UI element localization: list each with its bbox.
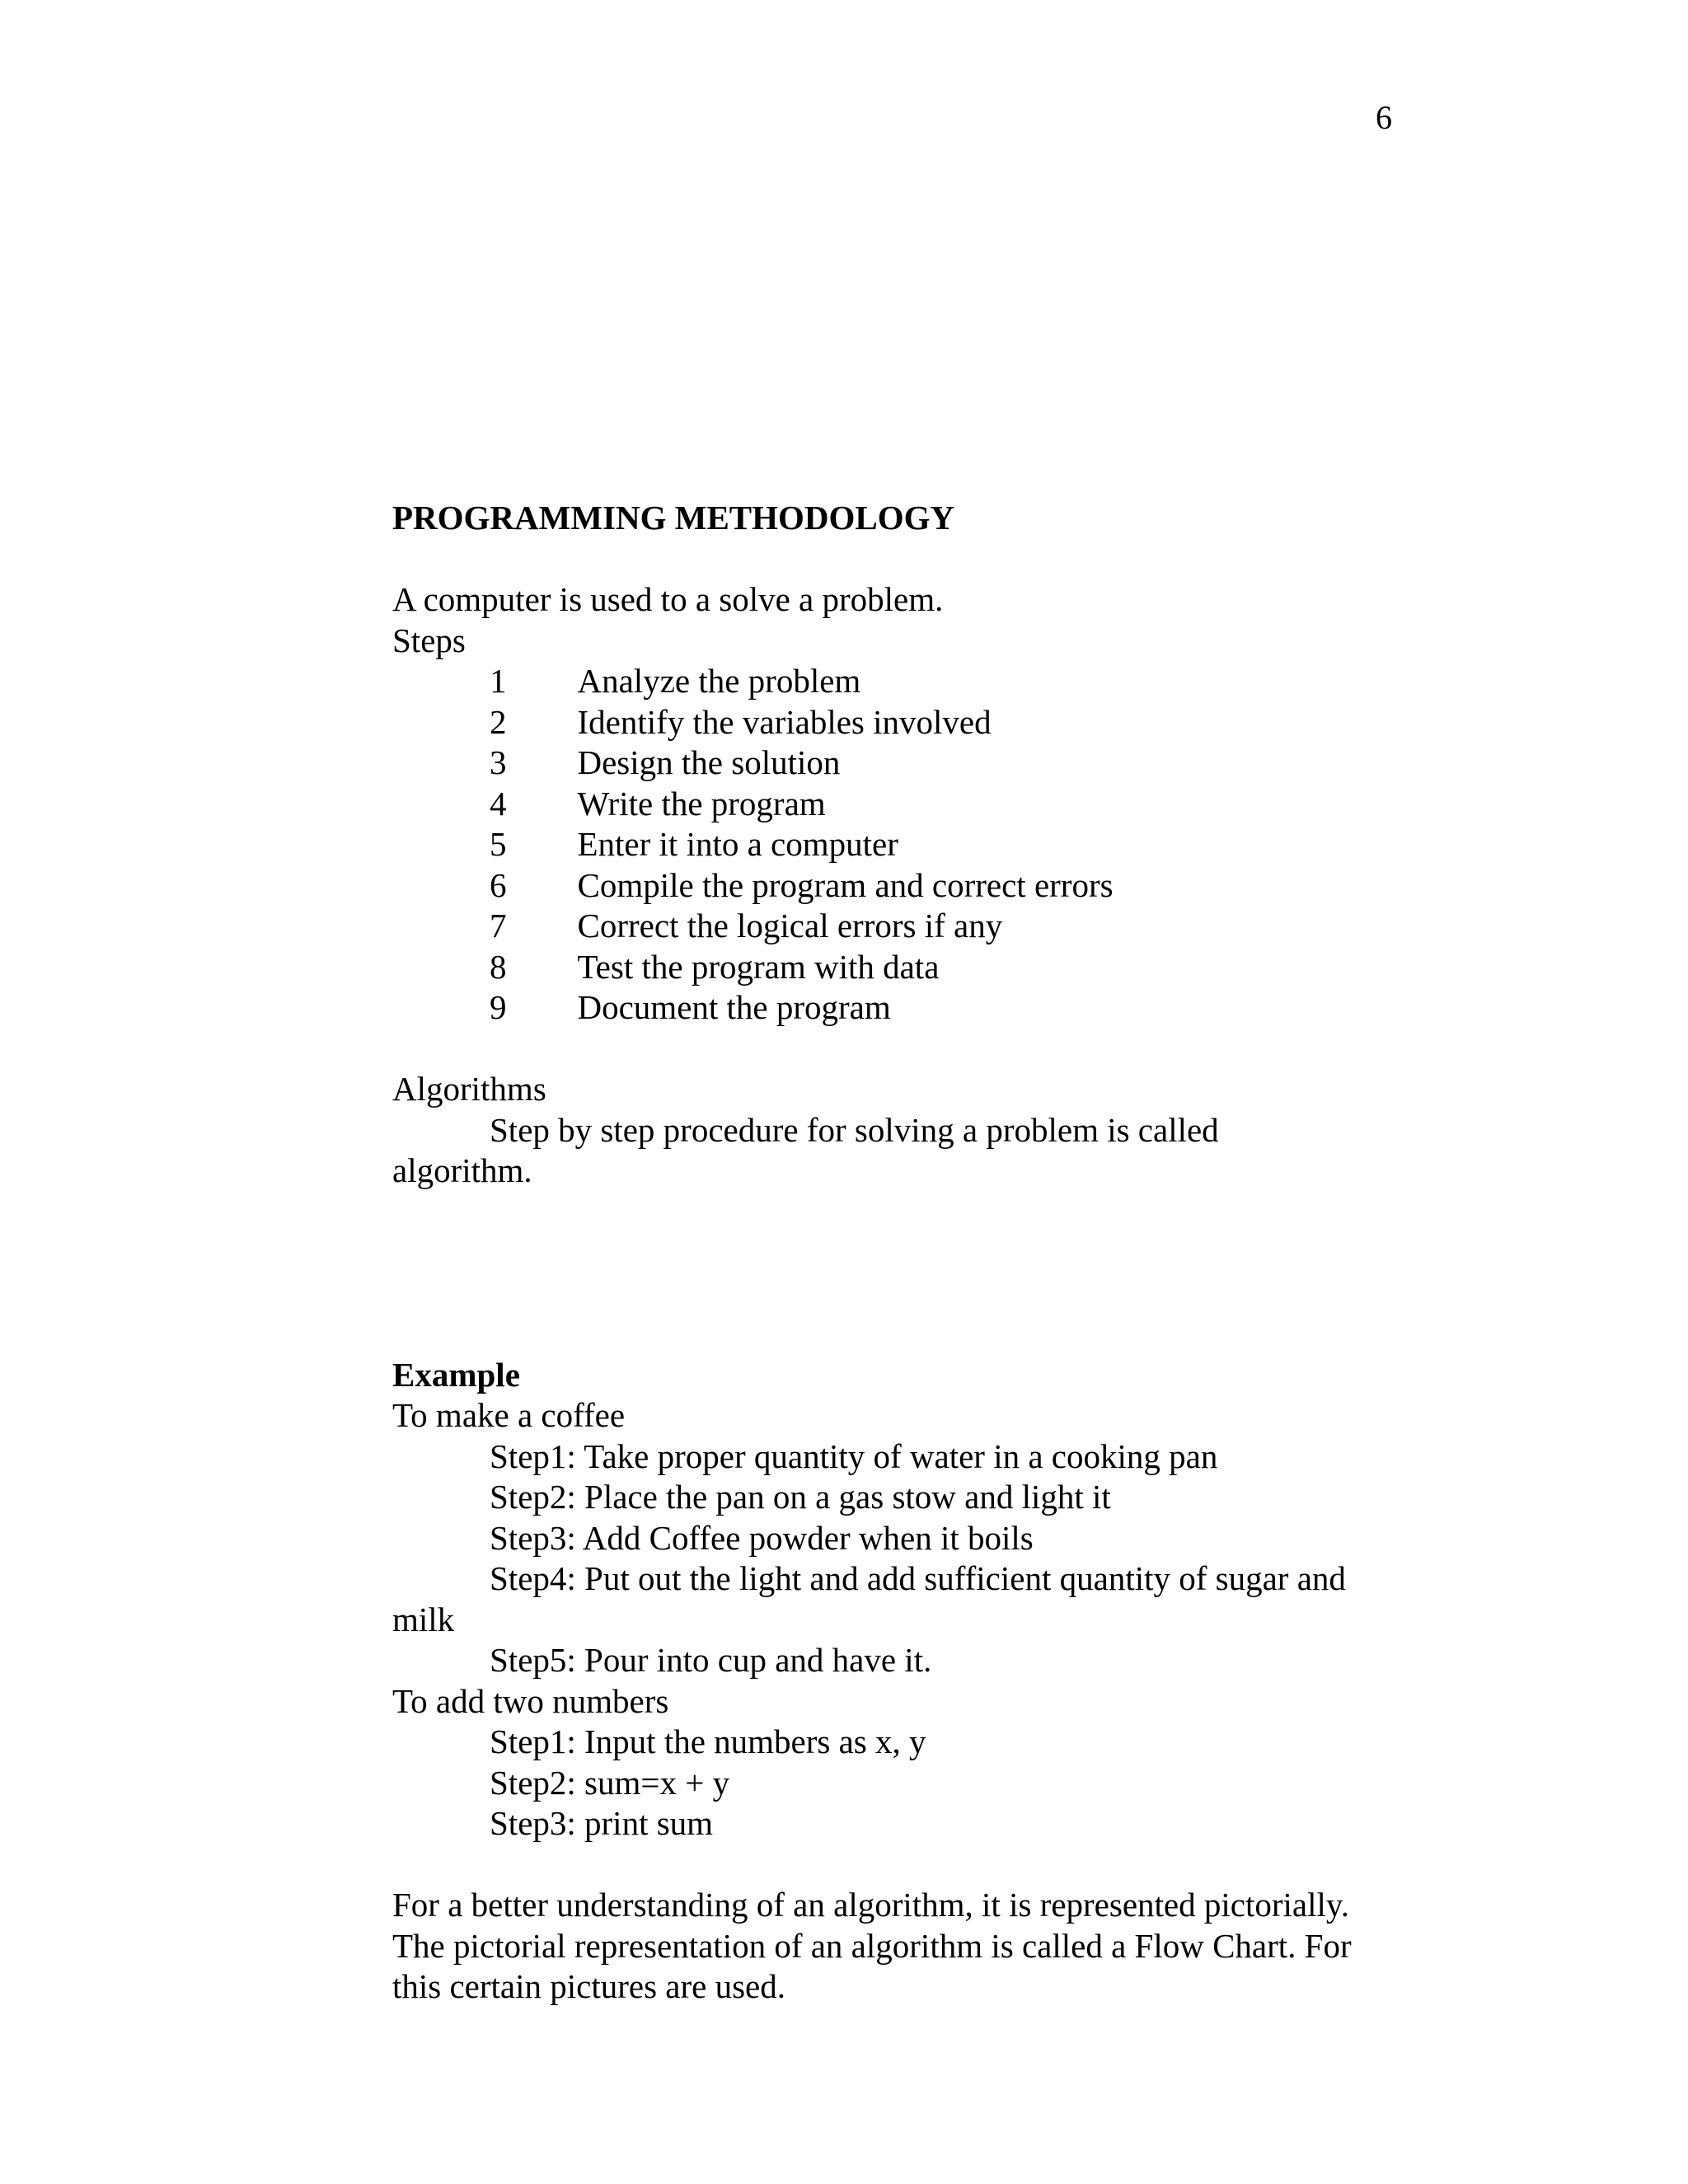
spacer xyxy=(392,1029,1431,1070)
step-text: Write the program xyxy=(577,784,826,823)
algorithm-definition-line: algorithm. xyxy=(392,1151,532,1189)
step-text: Compile the program and correct errors xyxy=(577,865,1114,904)
list-item xyxy=(392,784,1431,825)
closing-paragraph-line: For a better understanding of an algorithm, it is represented pictorially. xyxy=(392,1886,1349,1924)
algorithm-definition-line: Step by step procedure for solving a problem is called xyxy=(490,1110,1219,1149)
page-content xyxy=(392,498,1431,2008)
coffee-label: To make a coffee xyxy=(392,1396,626,1434)
list-item xyxy=(392,865,1431,907)
step-number: 8 xyxy=(490,947,507,986)
coffee-step: Step3: Add Coffee powder when it boils xyxy=(490,1518,1034,1557)
list-item xyxy=(392,702,1431,743)
example-heading: Example xyxy=(392,1355,520,1394)
list-item xyxy=(392,906,1431,947)
add-step: Step2: sum=x + y xyxy=(490,1763,730,1802)
coffee-step: Step2: Place the pan on a gas stow and light it xyxy=(490,1478,1111,1516)
spacer xyxy=(392,1192,1431,1355)
add-numbers-label: To add two numbers xyxy=(392,1681,669,1720)
step-text: Document the program xyxy=(577,988,891,1026)
add-step: Step3: print sum xyxy=(490,1804,714,1842)
step-number: 7 xyxy=(490,907,507,944)
spacer xyxy=(392,1844,1431,1886)
closing-paragraph-line: The pictorial representation of an algorithm is called a Flow Chart. For xyxy=(392,1926,1352,1965)
page-number: 6 xyxy=(1376,99,1392,136)
coffee-step: Step5: Pour into cup and have it. xyxy=(490,1641,932,1679)
step-text: Test the program with data xyxy=(577,947,940,986)
steps-list xyxy=(392,661,1431,1029)
step-number: 2 xyxy=(490,702,507,741)
list-item xyxy=(392,824,1431,865)
coffee-step: Step4: Put out the light and add sufficient quantity of sugar and xyxy=(490,1559,1346,1597)
list-item xyxy=(392,743,1431,784)
steps-label: Steps xyxy=(392,621,466,659)
step-number: 9 xyxy=(490,988,507,1026)
algorithms-label: Algorithms xyxy=(392,1070,546,1108)
step-number: 5 xyxy=(490,825,507,863)
step-number: 3 xyxy=(490,743,507,781)
coffee-step-continuation: milk xyxy=(392,1600,455,1638)
step-number: 1 xyxy=(490,662,507,700)
page-title: PROGRAMMING METHODOLOGY xyxy=(392,499,955,537)
step-number: 4 xyxy=(490,784,507,823)
closing-paragraph-line: this certain pictures are used. xyxy=(392,1967,786,2005)
step-text: Identify the variables involved xyxy=(577,702,992,741)
coffee-step: Step1: Take proper quantity of water in a cooking pan xyxy=(490,1436,1218,1475)
intro-text: A computer is used to a solve a problem. xyxy=(392,580,944,618)
step-text: Design the solution xyxy=(577,743,841,781)
spacer xyxy=(392,539,1431,580)
list-item xyxy=(392,947,1431,988)
step-number: 6 xyxy=(490,865,507,904)
step-text: Correct the logical errors if any xyxy=(577,907,1003,944)
list-item xyxy=(392,987,1431,1029)
step-text: Analyze the problem xyxy=(577,662,861,700)
step-text: Enter it into a computer xyxy=(577,825,898,863)
list-item xyxy=(392,661,1431,702)
add-step: Step1: Input the numbers as x, y xyxy=(490,1722,926,1760)
